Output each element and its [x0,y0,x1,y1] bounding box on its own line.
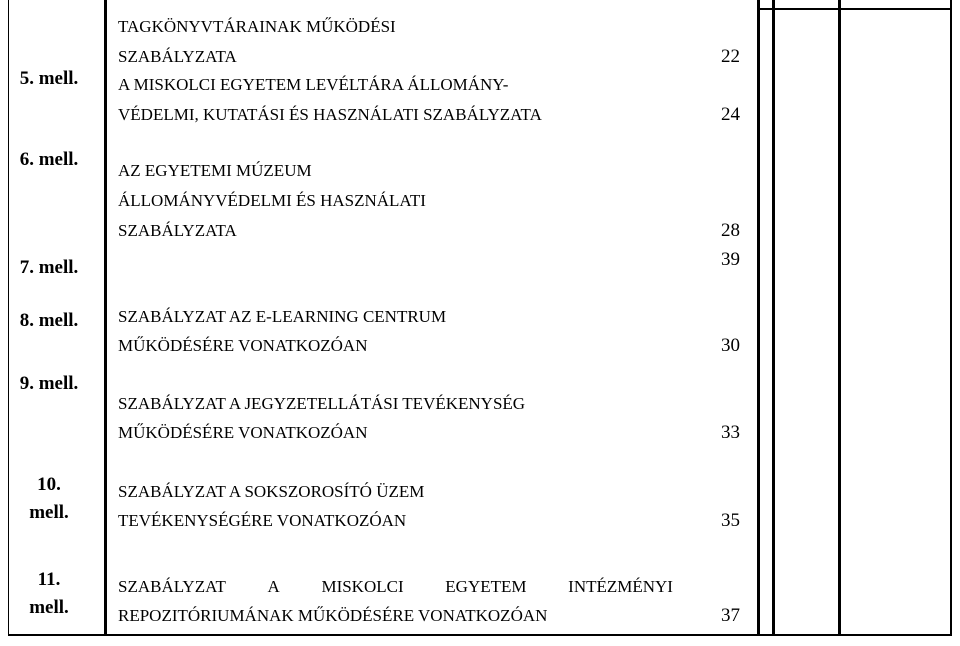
appendix-label-11-number: 11. [37,569,61,590]
entry-11-word-2: A [267,577,280,596]
entry-7-line-3: SZABÁLYZATA [118,221,237,240]
entry-8-page-number: 30 [721,335,740,356]
entry-9-line-1: SZABÁLYZAT A JEGYZETELLÁTÁSI TEVÉKENYSÉG [118,394,526,413]
appendix-label-6: 6. mell. [19,149,79,170]
entry-11-page-number: 37 [721,605,740,626]
column-divider-3 [772,0,775,636]
entry-11-word-3: MISKOLCI [321,577,404,596]
appendix-label-10-number: 10. [37,474,61,495]
appendix-label-10-suffix: mell. [29,502,69,523]
column-divider-4 [838,0,841,636]
column-divider-1 [104,0,107,636]
entry-7-line-2: ÁLLOMÁNYVÉDELMI ÉS HASZNÁLATI [118,191,426,210]
entry-10-line-2: TEVÉKENYSÉGÉRE VONATKOZÓAN [118,511,407,530]
entry-7-page-number-2: 39 [721,249,740,270]
entry-10-line-1: SZABÁLYZAT A SOKSZOROSÍTÓ ÜZEM [118,482,425,501]
entry-7-page-number: 28 [721,220,740,241]
appendix-label-11-suffix: mell. [29,597,69,618]
entry-6-line-2: VÉDELMI, KUTATÁSI ÉS HASZNÁLATI SZABÁLYZATA [118,105,542,124]
entry-11-word-4: EGYETEM [445,577,527,596]
appendix-label-5: 5. mell. [19,68,79,89]
table-border-bottom [8,634,952,636]
appendix-label-9: 9. mell. [19,373,79,394]
entry-11-word-5: INTÉZMÉNYI [568,577,673,596]
appendix-label-8: 8. mell. [19,310,79,331]
entry-8-line-1: SZABÁLYZAT AZ E-LEARNING CENTRUM [118,307,447,326]
entry-11-line-2: REPOZITÓRIUMÁNAK MŰKÖDÉSÉRE VONATKOZÓAN [118,606,548,625]
entry-6-page-number: 24 [721,104,740,125]
column-divider-2 [757,0,760,636]
entry-6-line-1: A MISKOLCI EGYETEM LEVÉLTÁRA ÁLLOMÁNY- [118,75,509,94]
entry-5-line-1: TAGKÖNYVTÁRAINAK MŰKÖDÉSI [118,17,396,36]
entry-7-line-1: AZ EGYETEMI MÚZEUM [118,161,312,180]
entry-8-line-2: MŰKÖDÉSÉRE VONATKOZÓAN [118,336,368,355]
entry-10-page-number: 35 [721,510,740,531]
table-border-right [950,0,952,636]
entry-11-word-1: SZABÁLYZAT [118,577,226,596]
entry-9-line-2: MŰKÖDÉSÉRE VONATKOZÓAN [118,423,368,442]
entry-9-page-number: 33 [721,422,740,443]
appendix-label-7: 7. mell. [19,257,79,278]
entry-11-line-1 [118,576,673,598]
table-border-top [757,8,952,10]
entry-5-line-2: SZABÁLYZATA [118,47,237,66]
entry-5-page-number: 22 [721,46,740,67]
